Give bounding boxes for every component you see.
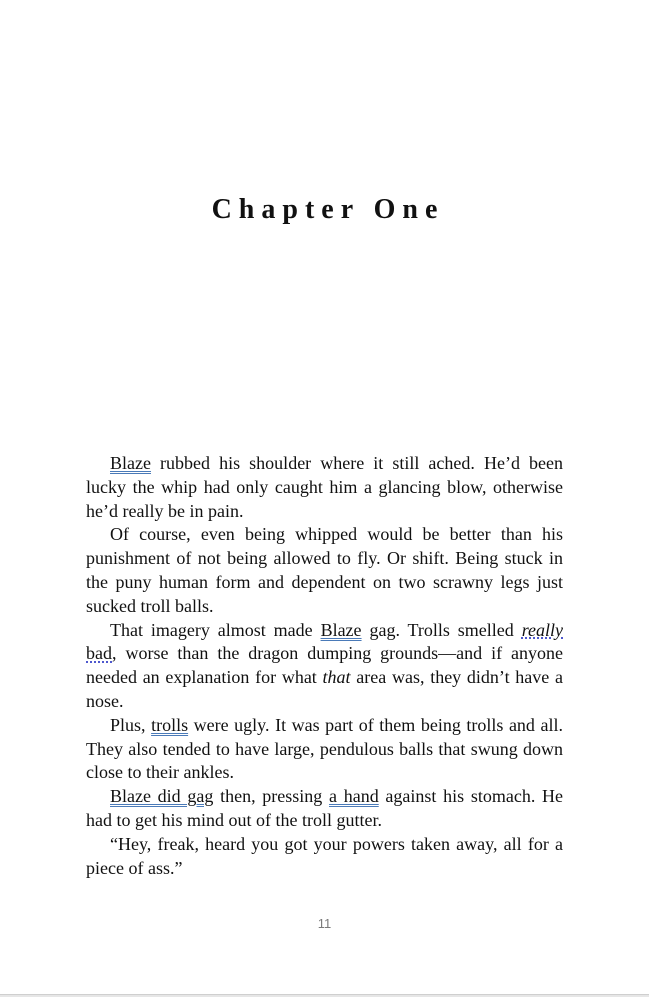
italic-text-run: that [322,667,351,688]
chapter-body [86,452,563,880]
grammar-flag[interactable]: a hand [329,786,379,807]
text-run: against his stomach. He had to get his mind out of the troll gutter. [86,786,564,830]
text-run: then, pressing [213,786,330,807]
text-run: Plus, [110,714,152,735]
paragraph-2 [86,523,563,618]
style-flag[interactable]: really [521,619,564,640]
paragraph-1 [86,452,563,523]
text-run: gag. Trolls smelled [361,619,522,640]
chapter-title: Chapter One [211,194,445,225]
paragraph-3 [86,619,563,714]
grammar-flag[interactable]: trolls [151,714,189,735]
text-run: “Hey, freak, heard you got your powers taken away, all for a piece of ass.” [86,833,563,878]
grammar-flag[interactable]: Blaze [110,453,151,473]
page-number: 11 [317,916,332,931]
text-run: , worse than the dragon dumping grounds—and if anyone needed an explanation for what [86,643,563,688]
paragraph-5 [86,785,563,833]
style-flag[interactable]: bad [86,643,112,664]
paragraph-4 [86,714,563,785]
text-run: That imagery almost made [110,619,321,640]
paragraph-6 [86,833,563,881]
text-run: area was, they didn’t have a nose. [86,667,564,711]
text-run: Of course, even being whipped would be better than his punishment of not being allowed to fly. Or shift. Being stuck in the puny human form and dependent on two scrawny legs just sucked troll balls. [86,524,563,616]
grammar-flag[interactable]: Blaze did gag [110,786,214,807]
grammar-flag[interactable]: Blaze [320,619,362,640]
text-run: rubbed his shoulder where it still ached. He’d been lucky the whip had only caught him a glancing blow, otherwise he’d really be in pain. [86,453,563,521]
text-run: were ugly. It was part of them being trolls and all. They also tended to have large, pendulous balls that swung down close to their ankles. [86,714,563,783]
